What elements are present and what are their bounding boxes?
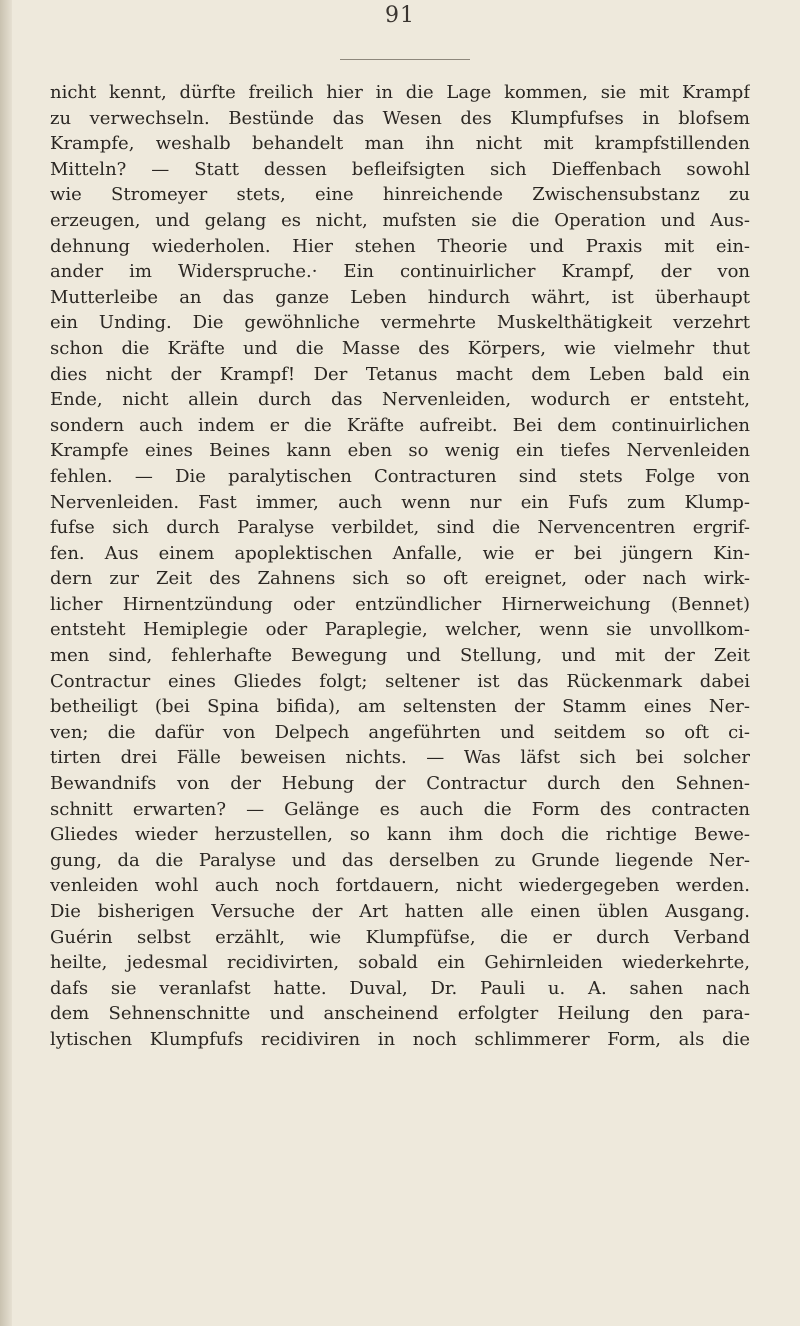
text-line: Krampfe, weshalb behandelt man ihn nicht mit krampfstillenden [50, 133, 750, 155]
text-line: ander im Widerspruche.· Ein continuirlicher Krampf, der von [50, 261, 750, 283]
text-line: fufse sich durch Paralyse verbildet, sind die Nervencentren ergrif- [50, 517, 750, 539]
text-line: dem Sehnenschnitte und anscheinend erfolgter Heilung den para- [50, 1003, 750, 1025]
text-line: fehlen. — Die paralytischen Contracturen sind stets Folge von [50, 465, 750, 487]
text-line: zu verwechseln. Bestünde das Wesen des Klumpfufses in blofsem [50, 107, 750, 129]
page-edge [0, 0, 12, 1326]
text-line: wie Stromeyer stets, eine hinreichende Zwischensubstanz zu [50, 184, 750, 206]
text-line: ven; die dafür von Delpech angeführten und seitdem so oft ci- [50, 721, 750, 743]
text-line: dehnung wiederholen. Hier stehen Theorie und Praxis mit ein- [50, 235, 750, 257]
text-line: ein Unding. Die gewöhnliche vermehrte Muskelthätigkeit verzehrt [50, 312, 750, 334]
text-line: Ende, nicht allein durch das Nervenleiden, wodurch er entsteht, [50, 389, 750, 411]
text-line: Bewandnifs von der Hebung der Contractur durch den Sehnen- [50, 773, 750, 795]
text-line: schnitt erwarten? — Gelänge es auch die Form des contracten [50, 798, 750, 820]
text-line: gung, da die Paralyse und das derselben zu Grunde liegende Ner- [50, 849, 750, 871]
text-line: sondern auch indem er die Kräfte aufreibt. Bei dem continuirlichen [50, 414, 750, 436]
body-text [50, 80, 750, 1053]
text-line: dies nicht der Krampf! Der Tetanus macht dem Leben bald ein [50, 363, 750, 385]
text-line: schon die Kräfte und die Masse des Körpers, wie vielmehr thut [50, 337, 750, 359]
text-line: dern zur Zeit des Zahnens sich so oft ereignet, oder nach wirk- [50, 568, 750, 590]
text-line: Die bisherigen Versuche der Art hatten alle einen üblen Ausgang. [50, 901, 750, 922]
text-line: tirten drei Fälle beweisen nichts. — Was läfst sich bei solcher [50, 747, 750, 769]
text-line: fen. Aus einem apoplektischen Anfalle, wie er bei jüngern Kin- [50, 542, 750, 564]
page-number: 91 [385, 3, 415, 28]
text-line: Krampfe eines Beines kann eben so wenig ein tiefes Nervenleiden [50, 440, 750, 462]
text-line: venleiden wohl auch noch fortdauern, nicht wiedergegeben werden. [50, 875, 750, 897]
text-line: dafs sie veranlafst hatte. Duval, Dr. Pauli u. A. sahen nach [50, 977, 750, 999]
text-line: lytischen Klumpfufs recidiviren in noch schlimmerer Form, als die [50, 1028, 750, 1050]
text-line: Nervenleiden. Fast immer, auch wenn nur ein Fufs zum Klump- [50, 491, 750, 513]
text-line: betheiligt (bei Spina bifida), am seltensten der Stamm eines Ner- [50, 696, 750, 718]
header-rule [340, 59, 470, 60]
text-line: men sind, fehlerhafte Bewegung und Stellung, und mit der Zeit [50, 645, 750, 667]
text-line: Mutterleibe an das ganze Leben hindurch währt, ist überhaupt [50, 286, 750, 308]
text-line: entsteht Hemiplegie oder Paraplegie, welcher, wenn sie unvollkom- [50, 619, 750, 641]
text-line: nicht kennt, dürfte freilich hier in die Lage kommen, sie mit Krampf [50, 82, 750, 103]
text-line: licher Hirnentzündung oder entzündlicher Hirnerweichung (Bennet) [50, 593, 750, 615]
text-line: Contractur eines Gliedes folgt; seltener ist das Rückenmark dabei [50, 670, 750, 692]
text-line: erzeugen, und gelang es nicht, mufsten sie die Operation und Aus- [50, 209, 750, 231]
text-line: Mitteln? — Statt dessen befleifsigten sich Dieffenbach sowohl [50, 158, 750, 180]
text-line: heilte, jedesmal recidivirten, sobald ein Gehirnleiden wiederkehrte, [50, 952, 750, 974]
text-line: Gliedes wieder herzustellen, so kann ihm doch die richtige Bewe- [50, 824, 750, 846]
text-line: Guérin selbst erzählt, wie Klumpfüfse, die er durch Verband [50, 926, 750, 948]
